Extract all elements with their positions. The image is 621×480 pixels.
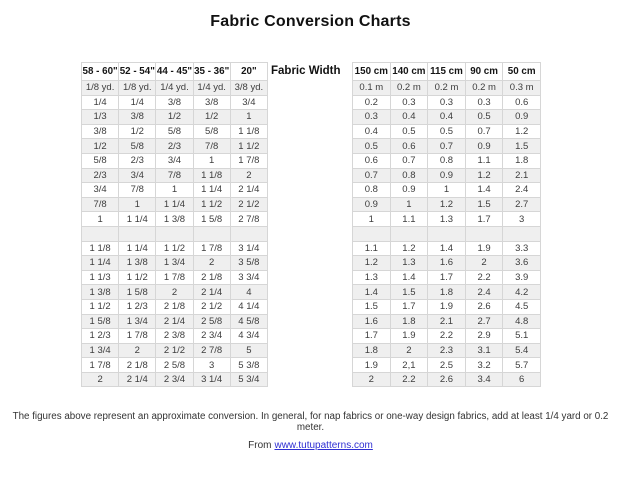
table-cell: 0.9	[353, 197, 391, 212]
table-cell: 5/8	[119, 139, 156, 154]
table-cell: 1 1/2	[193, 197, 230, 212]
table-row	[82, 139, 268, 154]
table-cell: 1 2/3	[82, 329, 119, 344]
table-cell: 2 3/4	[156, 372, 193, 387]
column-header: 35 - 36"	[193, 63, 230, 81]
table-row	[82, 241, 268, 256]
column-header: 140 cm	[390, 63, 428, 81]
table-cell: 1 3/4	[82, 343, 119, 358]
table-cell: 1.2	[428, 197, 466, 212]
table-cell: 3.9	[503, 270, 541, 285]
table-cell: 0.4	[428, 110, 466, 125]
table-cell: 1 3/4	[156, 256, 193, 271]
conversion-note: The figures above represent an approximate conversion. In general, for nap fabrics or one-way design fabrics, add at least 1/4 yard or 0.2 meter.	[12, 411, 609, 433]
column-header: 58 - 60"	[82, 63, 119, 81]
table-cell: 5/8	[82, 153, 119, 168]
table-cell: 1/2	[193, 110, 230, 125]
table-cell: 1.7	[465, 212, 503, 227]
table-cell: 2	[156, 285, 193, 300]
table-cell	[193, 226, 230, 241]
table-row	[353, 81, 541, 96]
table-cell: 7/8	[82, 197, 119, 212]
table-cell: 2 5/8	[156, 358, 193, 373]
table-cell: 2.2	[390, 372, 428, 387]
table-row	[353, 299, 541, 314]
table-cell: 1.1	[465, 153, 503, 168]
table-cell: 1.9	[428, 299, 466, 314]
table-cell: 2.3	[428, 343, 466, 358]
table-cell	[119, 226, 156, 241]
table-cell: 1 1/8	[82, 241, 119, 256]
table-cell: 1.3	[428, 212, 466, 227]
table-cell: 2.2	[465, 270, 503, 285]
table-cell: 1	[353, 212, 391, 227]
table-cell: 1.4	[353, 285, 391, 300]
table-cell: 3 5/8	[230, 256, 267, 271]
table-row	[82, 153, 268, 168]
table-row	[82, 183, 268, 198]
table-cell: 2 1/4	[119, 372, 156, 387]
table-row	[82, 314, 268, 329]
table-cell: 4 5/8	[230, 314, 267, 329]
table-cell: 1.5	[465, 197, 503, 212]
table-cell: 1 1/8	[230, 124, 267, 139]
table-cell: 3.6	[503, 256, 541, 271]
table-cell: 1.8	[353, 343, 391, 358]
table-row	[82, 212, 268, 227]
table-cell: 0.1 m	[353, 81, 391, 96]
table-cell: 0.6	[353, 153, 391, 168]
table-cell: 2	[230, 168, 267, 183]
table-cell: 1/2	[119, 124, 156, 139]
table-cell: 1 3/4	[119, 314, 156, 329]
table-cell: 1.3	[353, 270, 391, 285]
table-cell: 1 1/2	[230, 139, 267, 154]
table-cell: 5.1	[503, 329, 541, 344]
table-cell: 1.8	[428, 285, 466, 300]
table-cell: 3/4	[156, 153, 193, 168]
table-cell: 0.5	[390, 124, 428, 139]
table-cell: 2/3	[119, 153, 156, 168]
table-cell	[428, 226, 466, 241]
table-row	[82, 299, 268, 314]
table-cell: 5/8	[156, 124, 193, 139]
table-cell: 3/8	[156, 95, 193, 110]
yardage-header-row	[82, 63, 268, 81]
table-cell: 1 7/8	[230, 153, 267, 168]
table-cell: 0.7	[390, 153, 428, 168]
table-cell: 3 3/4	[230, 270, 267, 285]
table-cell: 1	[156, 183, 193, 198]
table-cell: 1 1/2	[119, 270, 156, 285]
table-row	[82, 81, 268, 96]
table-cell: 1/2	[82, 139, 119, 154]
table-cell: 5 3/8	[230, 358, 267, 373]
table-cell: 2.5	[428, 358, 466, 373]
table-cell: 1.5	[390, 285, 428, 300]
table-cell	[353, 226, 391, 241]
table-cell: 5.4	[503, 343, 541, 358]
table-cell: 1.7	[428, 270, 466, 285]
table-cell: 1	[428, 183, 466, 198]
table-cell: 3 1/4	[230, 241, 267, 256]
table-cell: 2 1/8	[156, 299, 193, 314]
table-cell: 0.8	[428, 153, 466, 168]
table-cell: 1.7	[390, 299, 428, 314]
table-row	[82, 95, 268, 110]
metric-conversion-table	[352, 62, 541, 387]
table-row	[353, 153, 541, 168]
table-cell: 1 1/4	[193, 183, 230, 198]
table-cell: 4 1/4	[230, 299, 267, 314]
table-cell: 2.1	[428, 314, 466, 329]
table-cell: 1 5/8	[193, 212, 230, 227]
table-cell: 0.2 m	[428, 81, 466, 96]
table-row	[353, 95, 541, 110]
table-row	[353, 139, 541, 154]
table-cell: 2 5/8	[193, 314, 230, 329]
table-cell: 1.2	[503, 124, 541, 139]
table-cell: 2.7	[503, 197, 541, 212]
table-cell: 2.7	[465, 314, 503, 329]
table-cell: 2 1/2	[193, 299, 230, 314]
table-cell: 0.9	[503, 110, 541, 125]
table-cell	[390, 226, 428, 241]
table-cell: 1 3/8	[156, 212, 193, 227]
table-cell: 1 1/4	[119, 241, 156, 256]
table-cell: 3/8	[119, 110, 156, 125]
table-cell: 3 1/4	[193, 372, 230, 387]
table-cell: 1 7/8	[193, 241, 230, 256]
table-cell: 0.5	[465, 110, 503, 125]
table-cell: 0.5	[353, 139, 391, 154]
table-cell: 1/8 yd.	[82, 81, 119, 96]
table-cell: 1.8	[503, 153, 541, 168]
table-row	[353, 241, 541, 256]
table-cell: 0.8	[390, 168, 428, 183]
table-cell: 5.7	[503, 358, 541, 373]
column-header: 50 cm	[503, 63, 541, 81]
table-cell: 1 1/4	[156, 197, 193, 212]
fabric-width-label: Fabric Width	[271, 65, 341, 77]
column-header: 52 - 54"	[119, 63, 156, 81]
table-cell: 0.7	[353, 168, 391, 183]
table-cell: 1.1	[390, 212, 428, 227]
table-cell: 1/4 yd.	[156, 81, 193, 96]
table-cell: 0.9	[428, 168, 466, 183]
table-cell: 3.2	[465, 358, 503, 373]
table-row	[353, 256, 541, 271]
table-cell: 2 1/8	[193, 270, 230, 285]
table-cell: 1 7/8	[82, 358, 119, 373]
table-row	[82, 168, 268, 183]
table-cell: 2	[82, 372, 119, 387]
table-cell: 3.1	[465, 343, 503, 358]
table-cell: 2	[353, 372, 391, 387]
table-cell: 2/3	[82, 168, 119, 183]
table-cell: 1/4	[82, 95, 119, 110]
metric-header-row	[353, 63, 541, 81]
table-cell: 2 3/8	[156, 329, 193, 344]
table-cell: 5	[230, 343, 267, 358]
table-cell: 1.9	[465, 241, 503, 256]
column-header: 44 - 45"	[156, 63, 193, 81]
table-row	[353, 270, 541, 285]
table-row	[82, 270, 268, 285]
table-row	[353, 183, 541, 198]
table-cell: 3/8 yd.	[230, 81, 267, 96]
table-cell: 4.2	[503, 285, 541, 300]
table-cell: 1.8	[390, 314, 428, 329]
table-cell: 7/8	[193, 139, 230, 154]
table-cell: 1.3	[390, 256, 428, 271]
table-cell: 0.9	[390, 183, 428, 198]
table-cell: 2/3	[156, 139, 193, 154]
table-cell: 0.3	[390, 95, 428, 110]
table-cell: 2 1/4	[156, 314, 193, 329]
table-cell: 1 1/2	[156, 241, 193, 256]
table-cell	[230, 226, 267, 241]
table-cell: 1	[390, 197, 428, 212]
column-header: 115 cm	[428, 63, 466, 81]
table-cell: 3	[193, 358, 230, 373]
table-row	[82, 256, 268, 271]
table-cell: 1	[230, 110, 267, 125]
table-row	[82, 343, 268, 358]
table-cell: 1.1	[353, 241, 391, 256]
table-cell: 0.4	[353, 124, 391, 139]
table-cell: 1 1/4	[82, 256, 119, 271]
table-cell: 2 1/4	[230, 183, 267, 198]
table-cell: 2 7/8	[193, 343, 230, 358]
table-cell: 2	[193, 256, 230, 271]
column-header: 90 cm	[465, 63, 503, 81]
table-cell: 1/2	[156, 110, 193, 125]
table-cell: 3	[503, 212, 541, 227]
column-header: 150 cm	[353, 63, 391, 81]
table-cell: 4.5	[503, 299, 541, 314]
table-row	[353, 358, 541, 373]
table-cell: 0.3 m	[503, 81, 541, 96]
table-row	[353, 226, 541, 241]
table-cell: 4.8	[503, 314, 541, 329]
source-line	[0, 440, 621, 451]
table-cell: 2.6	[465, 299, 503, 314]
table-cell: 3/8	[193, 95, 230, 110]
table-cell: 0.2	[353, 95, 391, 110]
table-cell: 7/8	[156, 168, 193, 183]
table-row	[353, 197, 541, 212]
table-cell: 2 1/2	[156, 343, 193, 358]
table-row	[353, 372, 541, 387]
table-row	[353, 168, 541, 183]
table-cell: 1.5	[503, 139, 541, 154]
table-cell: 2.2	[428, 329, 466, 344]
table-cell: 1.4	[465, 183, 503, 198]
table-row	[353, 329, 541, 344]
table-cell: 1 7/8	[119, 329, 156, 344]
table-cell: 2.6	[428, 372, 466, 387]
table-cell: 1 7/8	[156, 270, 193, 285]
table-cell: 1.2	[390, 241, 428, 256]
table-cell: 1.9	[390, 329, 428, 344]
table-cell: 2	[465, 256, 503, 271]
table-row	[82, 110, 268, 125]
table-cell: 1 2/3	[119, 299, 156, 314]
table-row	[82, 226, 268, 241]
table-cell: 1.7	[353, 329, 391, 344]
table-cell: 1.6	[353, 314, 391, 329]
table-cell: 1	[82, 212, 119, 227]
table-cell: 5 3/4	[230, 372, 267, 387]
table-cell: 0.6	[390, 139, 428, 154]
table-cell: 0.7	[428, 139, 466, 154]
table-cell	[82, 226, 119, 241]
table-cell: 3/8	[82, 124, 119, 139]
table-cell: 3.3	[503, 241, 541, 256]
table-cell: 1 3/8	[119, 256, 156, 271]
table-row	[353, 314, 541, 329]
table-cell: 2.4	[465, 285, 503, 300]
table-cell	[503, 226, 541, 241]
source-prefix: From	[248, 440, 272, 451]
table-cell: 1 1/8	[193, 168, 230, 183]
table-cell: 1.5	[353, 299, 391, 314]
table-row	[353, 343, 541, 358]
table-cell: 0.9	[465, 139, 503, 154]
table-cell: 2	[119, 343, 156, 358]
table-cell: 0.8	[353, 183, 391, 198]
table-cell: 2 1/4	[193, 285, 230, 300]
table-cell: 1 5/8	[119, 285, 156, 300]
table-cell: 1/4	[119, 95, 156, 110]
table-cell: 1 5/8	[82, 314, 119, 329]
table-cell: 1.6	[428, 256, 466, 271]
table-cell: 3.4	[465, 372, 503, 387]
table-cell: 1	[193, 153, 230, 168]
table-cell: 3/4	[230, 95, 267, 110]
table-cell: 1.4	[428, 241, 466, 256]
table-cell: 1 3/8	[82, 285, 119, 300]
table-cell: 0.6	[503, 95, 541, 110]
table-row	[82, 358, 268, 373]
table-cell: 1	[119, 197, 156, 212]
table-cell: 1/8 yd.	[119, 81, 156, 96]
table-cell: 1.2	[465, 168, 503, 183]
table-cell: 0.3	[353, 110, 391, 125]
table-cell: 3/4	[82, 183, 119, 198]
table-row	[353, 212, 541, 227]
table-cell: 1 1/3	[82, 270, 119, 285]
table-cell: 0.3	[428, 95, 466, 110]
table-cell: 0.4	[390, 110, 428, 125]
table-cell: 1 1/4	[119, 212, 156, 227]
table-cell: 1.4	[390, 270, 428, 285]
table-cell: 2.4	[503, 183, 541, 198]
table-cell	[465, 226, 503, 241]
table-cell: 0.2 m	[465, 81, 503, 96]
table-cell: 1/4 yd.	[193, 81, 230, 96]
table-cell: 2,1	[390, 358, 428, 373]
yardage-conversion-table	[81, 62, 268, 387]
source-link[interactable]: www.tutupatterns.com	[274, 440, 373, 451]
table-cell: 4	[230, 285, 267, 300]
table-cell: 2 1/8	[119, 358, 156, 373]
table-cell: 6	[503, 372, 541, 387]
table-cell: 2 1/2	[230, 197, 267, 212]
page-title: Fabric Conversion Charts	[210, 13, 411, 30]
table-cell: 4 3/4	[230, 329, 267, 344]
table-cell: 2	[390, 343, 428, 358]
table-row	[82, 124, 268, 139]
table-cell: 1.2	[353, 256, 391, 271]
table-row	[82, 329, 268, 344]
table-row	[353, 124, 541, 139]
table-cell: 1.9	[353, 358, 391, 373]
column-header: 20"	[230, 63, 267, 81]
table-cell: 1/3	[82, 110, 119, 125]
table-cell: 0.2 m	[390, 81, 428, 96]
table-cell: 1 1/2	[82, 299, 119, 314]
table-cell	[156, 226, 193, 241]
table-row	[353, 285, 541, 300]
table-row	[82, 372, 268, 387]
table-row	[82, 197, 268, 212]
table-cell: 3/4	[119, 168, 156, 183]
table-cell: 0.7	[465, 124, 503, 139]
table-cell: 0.5	[428, 124, 466, 139]
table-row	[353, 110, 541, 125]
table-cell: 2.1	[503, 168, 541, 183]
table-cell: 7/8	[119, 183, 156, 198]
table-row	[82, 285, 268, 300]
table-cell: 2 3/4	[193, 329, 230, 344]
table-cell: 5/8	[193, 124, 230, 139]
table-cell: 2 7/8	[230, 212, 267, 227]
table-cell: 2.9	[465, 329, 503, 344]
table-cell: 0.3	[465, 95, 503, 110]
